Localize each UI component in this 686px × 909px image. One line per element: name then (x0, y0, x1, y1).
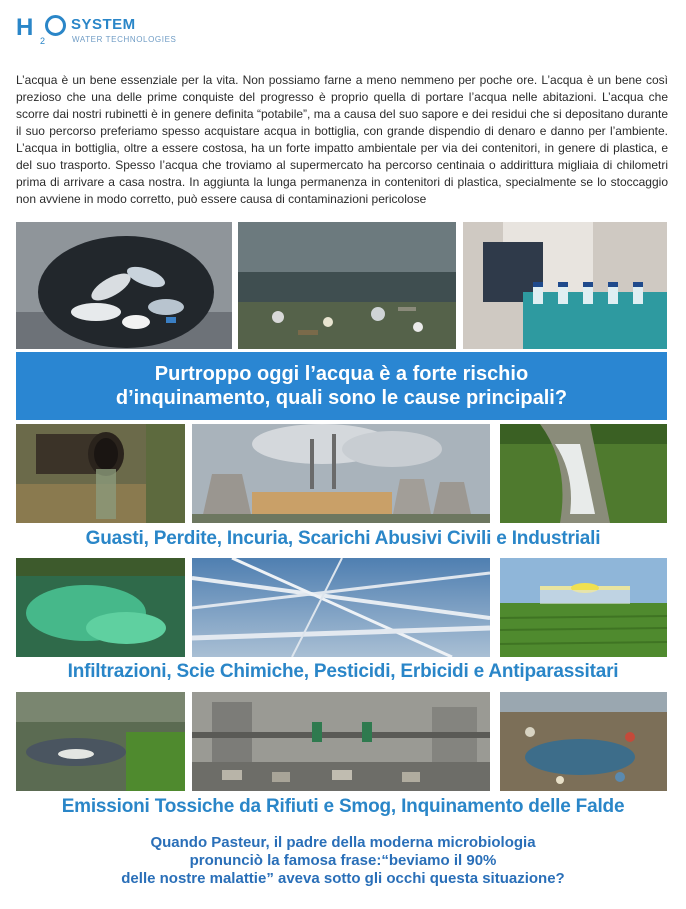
photo-bottled-water-crate (463, 222, 667, 349)
banner-line-1: Purtroppo oggi l’acqua è a forte rischio (154, 363, 529, 385)
logo-brand: SYSTEM (71, 16, 136, 33)
intro-paragraph: L’acqua è un bene essenziale per la vita. Non possiamo farne a meno nemmeno per poche ore. L’acqua è un bene così prezioso che una delle prime conquiste del progresso è proprio quella di portare l’acqua nelle abitazioni. L’acqua che scorre dai nostri rubinetti è in genere definita “potabile”, ma a causa del suo sapore e dei residui che si depositano durante il suo percorso preferiamo spesso acquistare acqua in bottiglia, con grande dispendio di denaro e danno per l’ambiente. L’acqua in bottiglia, oltre a essere costosa, ha un forte impatto ambientale per via dei contenitori, in genere di plastica, e del suo trasporto. Spesso l’acqua che troviamo al supermercato ha percorso centinaia o addirittura migliaia di chilometri prima di arrivare a casa nostra. In aggiunta la lunga permanenza in contenitori di plastica, specialmente se lo stoccaggio non avviene in modo corretto, può essere causa di contaminazioni pericolose (16, 73, 668, 206)
closing-line-2: pronunciò la famosa frase:“beviamo il 90% (189, 852, 497, 869)
photo-industrial-cooling-towers (192, 424, 490, 523)
closing-line-3: delle nostre malattie” aveva sotto gli occhi questa situazione? (121, 870, 565, 887)
photo-algae-water (16, 558, 185, 657)
closing-quote (0, 834, 686, 888)
caption-row-2: Infiltrazioni, Scie Chimiche, Pesticidi, Erbicidi e Antiparassitari (67, 661, 619, 682)
closing-line-1: Quando Pasteur, il padre della moderna microbiologia (150, 834, 536, 851)
banner-line-2: d’inquinamento, quali sono le cause principali? (115, 387, 568, 409)
question-banner (16, 352, 667, 420)
photo-foamy-river (500, 424, 667, 523)
caption-row-3: Emissioni Tossiche da Rifiuti e Smog, Inquinamento delle Falde (61, 796, 625, 817)
logo-tagline: WATER TECHNOLOGIES (72, 35, 177, 44)
brand-logo (16, 14, 216, 48)
photo-city-smog-traffic (192, 692, 490, 791)
photo-polluted-river-trash (238, 222, 456, 349)
photo-chemtrails-sky (192, 558, 490, 657)
logo-subscript: 2 (40, 36, 46, 46)
photo-landfill-water (500, 692, 667, 791)
caption-row-1: Guasti, Perdite, Incuria, Scarichi Abusivi Civili e Industriali (85, 528, 601, 549)
photo-crop-duster-pesticides (500, 558, 667, 657)
logo-ring-icon (45, 15, 66, 36)
photo-plastic-bottles-bag (16, 222, 232, 349)
photo-sewage-pipe (16, 424, 185, 523)
photo-polluted-pond (16, 692, 185, 791)
logo-letter: H (16, 14, 33, 41)
